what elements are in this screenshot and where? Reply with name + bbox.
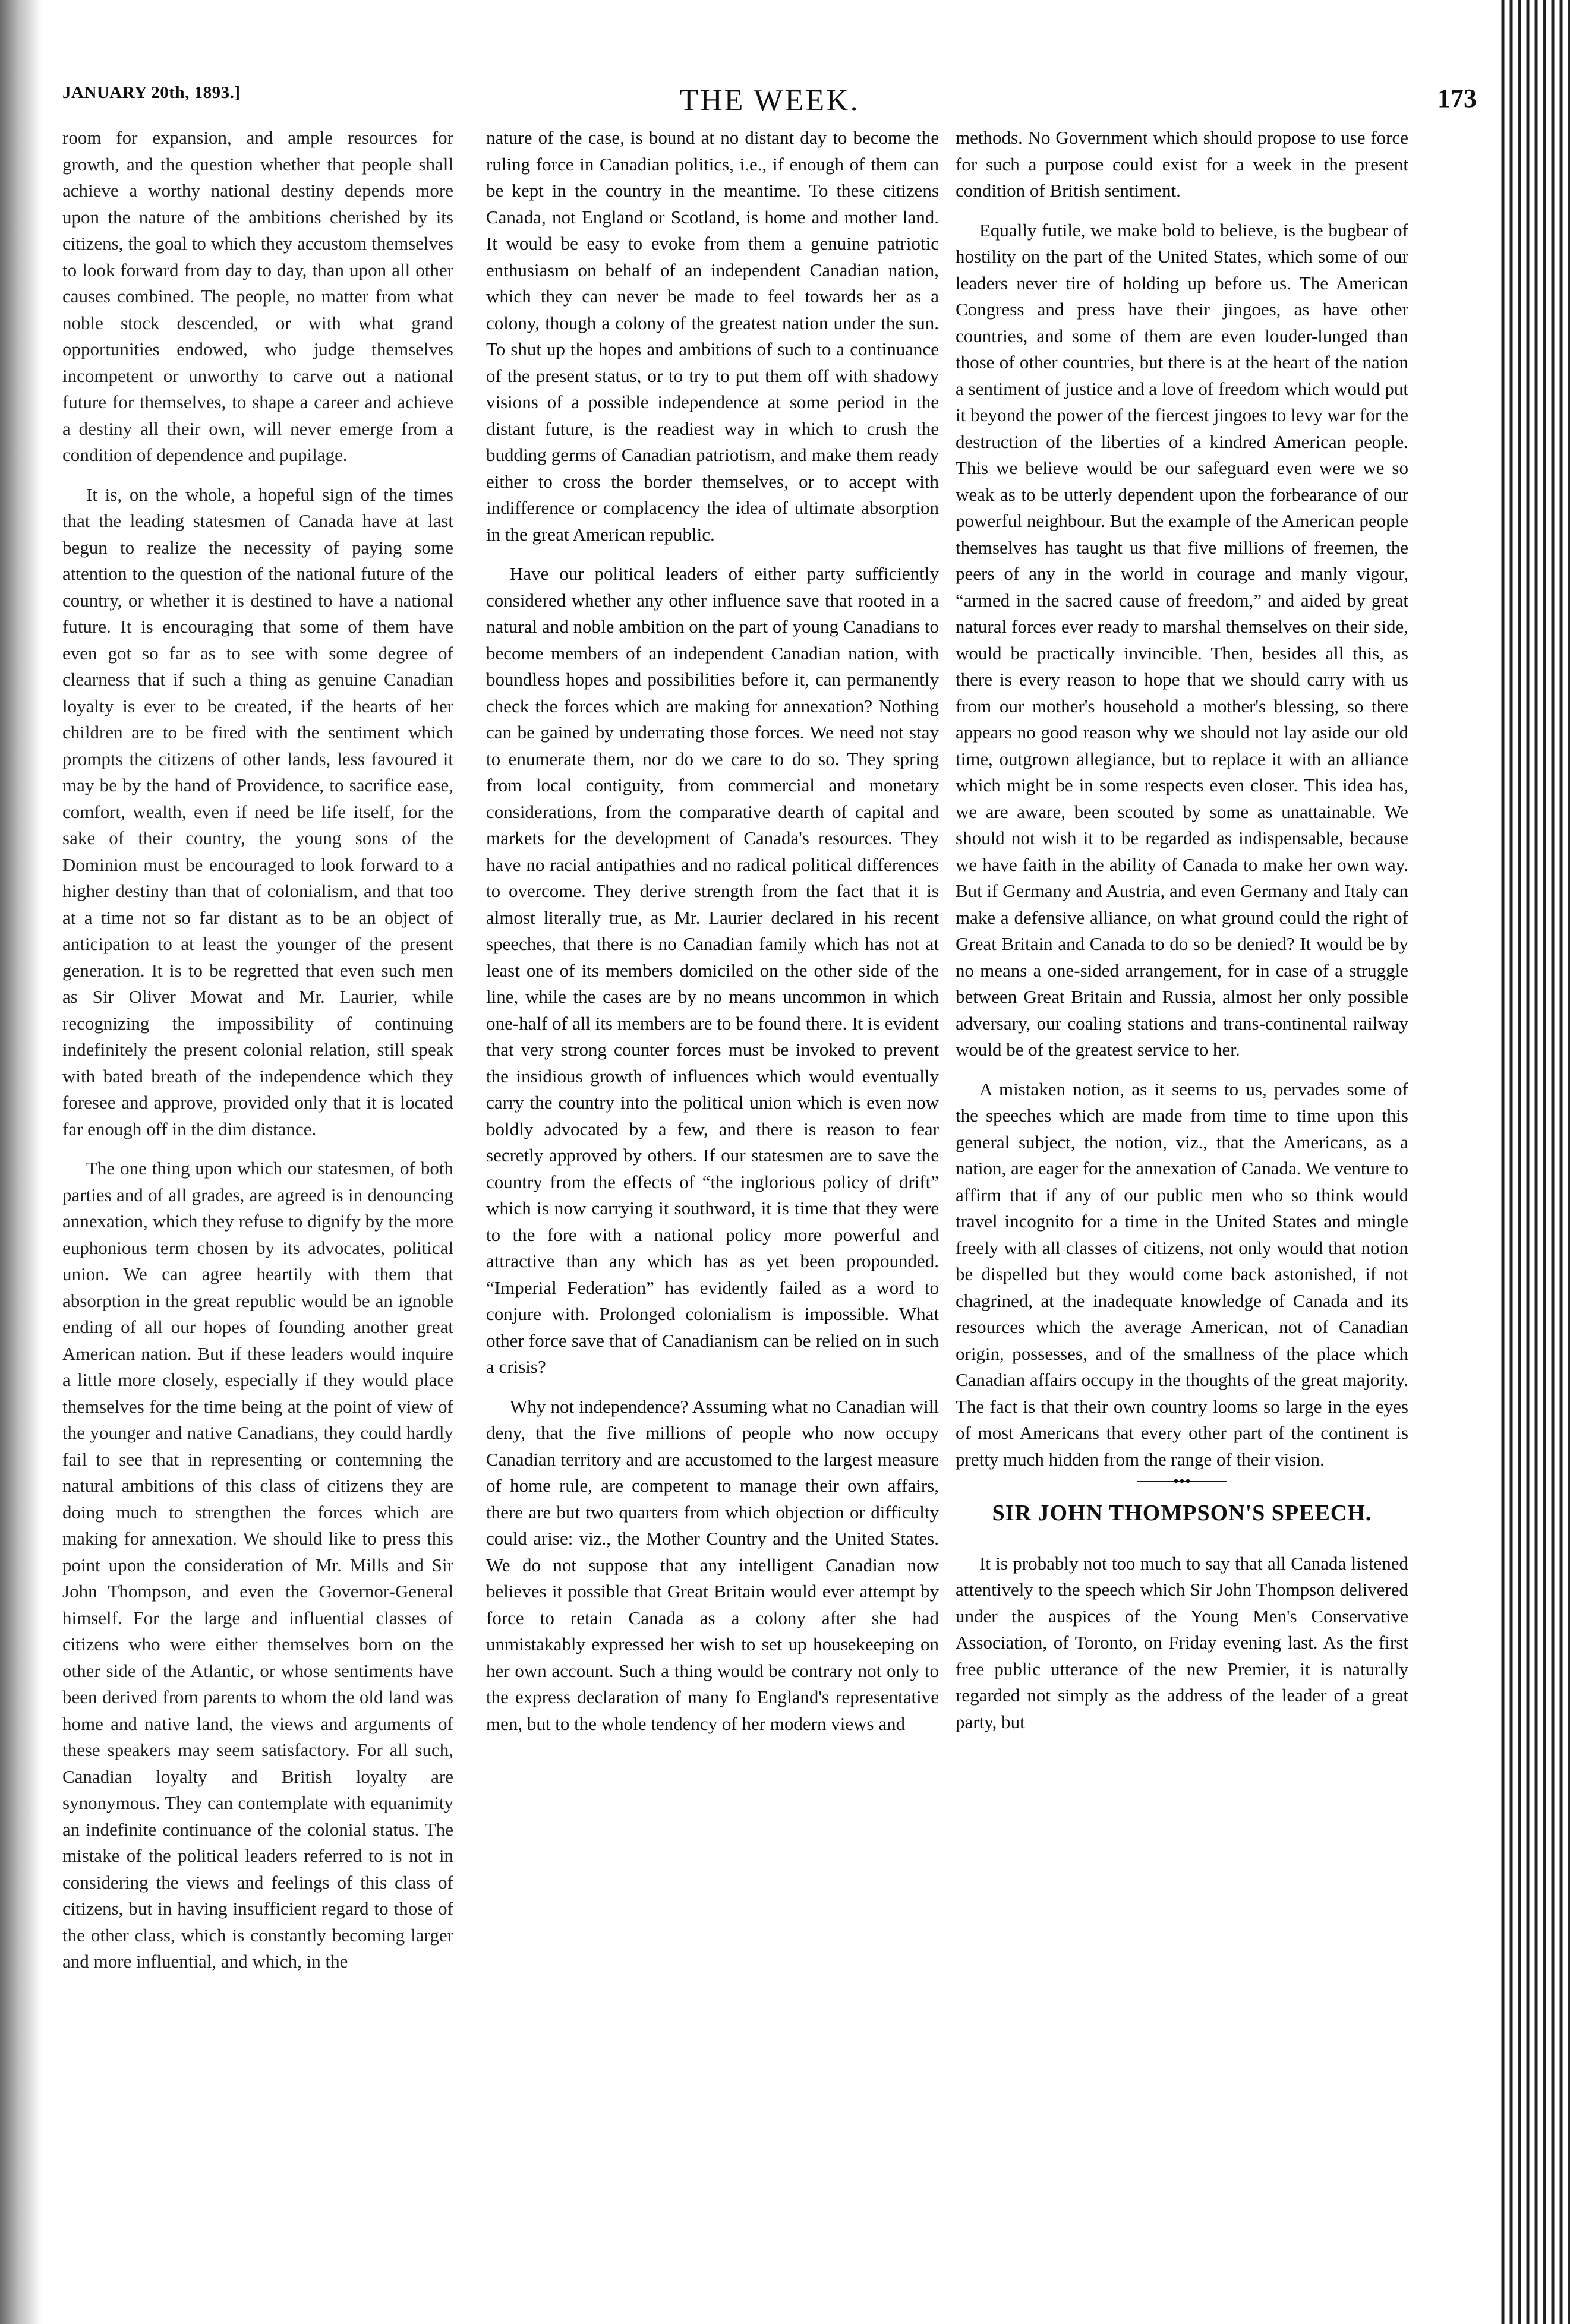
column-1	[62, 125, 453, 2287]
col2-paragraph-1: nature of the case, is bound at no distant day to become the ruling force in Canadian politics, i.e., if enough of them can be kept in the country in the meantime. To these citizens Canada, not England or Scotland, is home and mother land. It would be easy to evoke from them a genuine patriotic enthusiasm on behalf of an independent Canadian nation, which they can never be made to feel towards her as a colony, though a colony of the greatest nation under the sun. To shut up the hopes and ambitions of such to a continuance of the present status, or to try to put them off with shadowy visions of a possible independence at some period in the distant future, is the readiest way in which to crush the budding germs of Canadian patriotism, and make them ready either to cross the border themselves, or to accept with indifference or complacency the idea of ultimate absorption in the great American republic.	[486, 127, 939, 545]
issue-date: JANUARY 20th, 1893.]	[62, 83, 241, 102]
col1-paragraph-2: It is, on the whole, a hopeful sign of the times that the leading statesmen of Canada have at last begun to realize the necessity of paying some attention to the question of the national future of the country, or whether it is destined to have a national future. It is encouraging that some of them have even got so far as to see with some degree of clearness that if such a thing as genuine Canadian loyalty is ever to be created, if the hearts of her children are to be fired with the sentiment which prompts the citizens of other lands, less favoured it may be by the hand of Providence, to sacrifice ease, comfort, wealth, even if need be life itself, for the sake of their country, the young sons of the Dominion must be encouraged to look forward to a higher destiny than that of colonialism, and that too at a time not so far distant as to be an object of anticipation to at least the younger of the present generation. It is to be regretted that even such men as Sir Oliver Mowat and Mr. Laurier, while recognizing the impossibility of continuing indefinitely the present colonial relation, still speak with bated breath of the independence which they foresee and approve, provided only that it is located far enough off in the dim distance.	[62, 484, 453, 1139]
col3-paragraph-3: A mistaken notion, as it seems to us, pervades some of the speeches which are made from time to time upon this general subject, the notion, viz., that the Americans, as a nation, are eager for the annexation of Canada. We venture to affirm that if any of our public men who so think would travel incognito for a time in the United States and mingle freely with all classes of citizens, not only would that notion be dispelled but they would come back astonished, if not chagrined, at the inadequate knowledge of Canada and its resources which the average American, not of Canadian origin, possesses, and of the smallness of the place which Canadian affairs occupy in the thoughts of the great majority. The fact is that their own country looms so large in the eyes of most Americans that every other part of the continent is pretty much hidden from the range of their vision.	[956, 1078, 1408, 1470]
page-number: 173	[1437, 84, 1477, 113]
col3-paragraph-2: Equally futile, we make bold to believe, is the bugbear of hostility on the part of the United States, which some of our leaders never tire of holding up before us. The American Congress and press have their jingoes, as have other countries, and some of them are even louder-lunged than those of other countries, but there is at the heart of the nation a sentiment of justice and a love of freedom which would put it beyond the power of the fiercest jingoes to levy war for the destruction of the liberties of a kindred American people. This we believe would be our safeguard even were we so weak as to be utterly dependent upon the forbearance of our powerful neighbour. But the example of the American people themselves has taught us that five millions of freemen, the peers of any in the world in courage and manly vigour, “armed in the sacred cause of freedom,” and aided by great natural forces ever ready to marshal themselves on their side, would be practically invincible. Then, besides all this, as there is every reason to hope that we should carry with us from our mother's household a mother's blessing, so there appears no good reason why we should not lay aside our old time, outgrown allegiance, but to replace it with an alliance which might be in some respects even closer. This idea has, we are aware, been scouted by some as unattainable. We should not wish it to be regarded as indispensable, because we have faith in the ability of Canada to make her own way. But if Germany and Austria, and even Germany and Italy can make a defensive alliance, on what ground could the right of Great Britain and Canada to do so be denied? It would be by no means a one-sided arrangement, for in case of a struggle between Great Britain and Russia, almost her only possible adversary, our coaling stations and trans-continental railway would be of the greatest service to her.	[956, 219, 1408, 1060]
col1-paragraph-1: room for expansion, and ample resources for growth, and the question whether that people shall achieve a worthy national destiny depends more upon the nature of the ambitions cherished by its citizens, the goal to which they accustom themselves to look forward from day to day, than upon all other causes combined. The people, no matter from what noble stock descended, or with what grand opportunities endowed, who judge themselves incompetent or unworthy to carve out a national future for themselves, to shape a career and achieve a destiny all their own, will never emerge from a condition of dependence and pupilage.	[62, 127, 453, 465]
section-divider	[1137, 1481, 1227, 1482]
column-3	[956, 125, 1408, 2287]
column-2	[486, 125, 939, 2287]
journal-title: THE WEEK.	[679, 84, 860, 118]
page-header	[56, 83, 1483, 125]
col3-paragraph-1: methods. No Government which should propose to use force for such a purpose could exist for a week in the present condition of British sentiment.	[956, 127, 1408, 201]
page-binding-shadow-left	[0, 0, 42, 2324]
page-edge-stack-right	[1499, 0, 1570, 2324]
col2-paragraph-2: Have our political leaders of either party sufficiently considered whether any other influence save that rooted in a natural and noble ambition on the part of young Canadians to become members of an independent Canadian nation, with boundless hopes and possibilities before it, can permanently check the forces which are making for annexation? Nothing can be gained by underrating those forces. We need not stay to enumerate them, nor do we care to do so. They spring from local contiguity, from commercial and monetary considerations, from the comparative dearth of capital and markets for the development of Canada's resources. They have no racial antipathies and no radical political differences to overcome. They derive strength from the fact that it is almost literally true, as Mr. Laurier declared in his recent speeches, that there is no Canadian family which has not at least one of its members domiciled on the other side of the line, while the cases are by no means uncommon in which one-half of all its members are to be found there. It is evident that very strong counter forces must be invoked to prevent the insidious growth of influences which would eventually carry the country into the political union which is even now boldly advocated by a few, and there is reason to fear secretly approved by others. If our statesmen are to save the country from the effects of “the inglorious policy of drift” which is now carrying it southward, it is time that they were to the fore with a national policy more powerful and attractive than any which has as yet been propounded. “Imperial Federation” has evidently failed as a word to conjure with. Prolonged colonialism is impossible. What other force save that of Canadianism can be relied on in such a crisis?	[486, 563, 939, 1377]
section-heading: SIR JOHN THOMPSON'S SPEECH.	[992, 1501, 1372, 1526]
col1-paragraph-3: The one thing upon which our statesmen, of both parties and of all grades, are agreed is in denouncing annexation, which they refuse to dignify by the more euphonious term chosen by its advocates, political union. We can agree heartily with them that absorption in the great republic would be an ignoble ending of all our hopes of founding another great American nation. But if these leaders would inquire a little more closely, especially if they would place themselves for the time being at the point of view of the younger and native Canadians, they could hardly fail to see that in representing or contemning the natural ambitions of this class of citizens they are doing much to strengthen the forces which are making for annexation. We should like to press this point upon the consideration of Mr. Mills and Sir John Thompson, and even the Governor-General himself. For the large and influential classes of citizens who were either themselves born on the other side of the Atlantic, or whose sentiments have been derived from parents to whom the old land was home and native land, the views and arguments of these speakers may seem satisfactory. For all such, Canadian loyalty and British loyalty are synonymous. They can contemplate with equanimity an indefinite continuance of the colonial status. The mistake of the political leaders referred to is not in considering the views and feelings of this class of citizens, but in having insufficient regard to those of the other class, which is constantly becoming larger and more influential, and which, in the	[62, 1158, 453, 1972]
divider-ornament	[1173, 1478, 1191, 1484]
col2-paragraph-3: Why not independence? Assuming what no Canadian will deny, that the five millions of people who now occupy Canadian territory and are accustomed to the largest measure of home rule, are competent to manage their own affairs, there are but two quarters from which objection or difficulty could arise: viz., the Mother Country and the United States. We do not suppose that any intelligent Canadian now believes it possible that Great Britain would ever attempt by force to retain Canada as a colony after she had unmistakably expressed her wish to set up housekeeping on her own account. Such a thing would be contrary not only to the express declaration of many fo England's representative men, but to the whole tendency of her modern views and	[486, 1395, 939, 1734]
col3-paragraph-4: It is probably not too much to say that all Canada listened attentively to the speech which Sir John Thompson delivered under the auspices of the Young Men's Conservative Association, of Toronto, on Friday evening last. As the first free public utterance of the new Premier, it is naturally regarded not simply as the address of the leader of a great party, but	[956, 1552, 1408, 1732]
